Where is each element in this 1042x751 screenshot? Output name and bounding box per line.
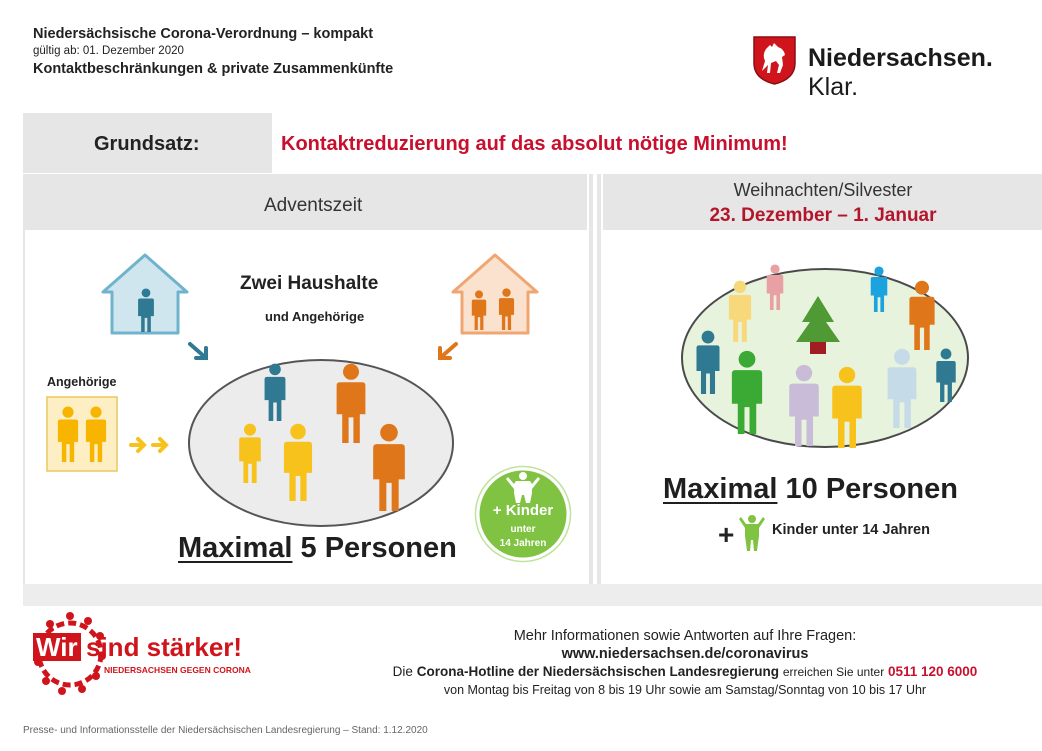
plus-icon: + xyxy=(718,519,735,550)
hotline-pre: Die xyxy=(392,664,413,679)
gathering-ellipse xyxy=(186,357,456,529)
relatives-label: Angehörige xyxy=(47,375,117,389)
info-intro: Mehr Informationen sowie Antworten auf Ihre Fragen: xyxy=(513,628,857,644)
coat-of-arms-icon xyxy=(752,35,797,85)
credits-line: Presse- und Informationsstelle der Niedersächsischen Landesregierung – Stand: 1.12.2020 xyxy=(23,725,428,736)
info-hotline xyxy=(380,664,990,679)
christmas-max-word: Maximal xyxy=(663,473,778,505)
hotline-mid: erreichen Sie unter xyxy=(782,665,885,679)
footer-separator xyxy=(23,584,1042,606)
brand-claim: Klar. xyxy=(808,73,859,101)
kids-badge-line1: + Kinder xyxy=(492,502,554,519)
brand-name: Niedersachsen. xyxy=(808,44,993,72)
household-house-icon xyxy=(100,252,190,336)
campaign-tagline: NIEDERSACHSEN GEGEN CORONA xyxy=(104,665,251,675)
hotline-number: 0511 120 6000 xyxy=(887,664,978,679)
advent-heading: Zwei Haushalte xyxy=(240,273,379,294)
info-hours: von Montag bis Freitag von 8 bis 19 Uhr sowie am Samstag/Sonntag von 10 bis 17 Uhr xyxy=(443,683,927,697)
christmas-dates: 23. Dezember – 1. Januar xyxy=(709,205,937,226)
child-icon xyxy=(739,514,765,552)
advent-subheading: und Angehörige xyxy=(265,309,365,324)
christmas-title: Weihnachten/Silvester xyxy=(733,180,913,200)
valid-from-date: gültig ab: 01. Dezember 2020 xyxy=(33,45,184,57)
hotline-name: Corona-Hotline der Niedersächsischen Landesregierung xyxy=(416,664,780,679)
household-house-icon xyxy=(450,252,540,336)
principle-label: Grundsatz: xyxy=(94,133,200,155)
brand-wordmark xyxy=(808,44,1042,102)
divider-line xyxy=(597,174,601,584)
campaign-slogan: sind stärker! xyxy=(86,632,243,662)
advent-max-persons xyxy=(178,532,457,565)
christmas-max-persons xyxy=(663,473,958,506)
advent-max-count: 5 Personen xyxy=(300,532,457,564)
advent-max-word: Maximal xyxy=(178,532,293,564)
kids-badge-line3: 14 Jahren xyxy=(499,538,547,549)
advent-title: Adventszeit xyxy=(264,195,363,216)
campaign-wir: Wir xyxy=(33,633,81,661)
christmas-gathering-ellipse xyxy=(678,262,972,452)
document-title: Niedersächsische Corona-Verordnung – kompakt xyxy=(33,26,374,42)
document-subtitle: Kontaktbeschränkungen & private Zusammenkünfte xyxy=(33,61,394,77)
kids-badge-line2: unter xyxy=(510,524,536,535)
principle-text: Kontaktreduzierung auf das absolut nötige Minimum! xyxy=(281,133,788,155)
relatives-group-icon xyxy=(46,396,118,472)
info-url[interactable]: www.niedersachsen.de/coronavirus xyxy=(561,646,809,662)
christmas-kids-note: Kinder unter 14 Jahren xyxy=(772,522,930,538)
arrow-right-icon xyxy=(128,434,174,456)
divider-line xyxy=(589,174,593,584)
panel-border xyxy=(23,230,25,584)
christmas-max-count: 10 Personen xyxy=(785,473,958,505)
kids-badge xyxy=(474,465,572,563)
